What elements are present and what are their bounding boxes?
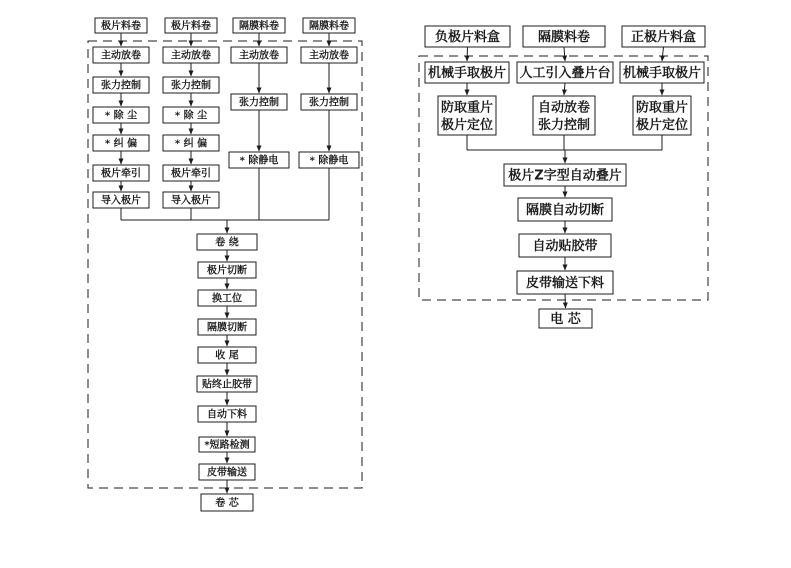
flow-node-label: 自动下料 <box>207 409 247 421</box>
flow-node-label: 隔膜自动切断 <box>525 203 605 219</box>
flow-node-label: 主动放卷 <box>239 50 279 62</box>
flow-node-label: * 除 尘 <box>174 110 208 122</box>
flow-node-label: 换工位 <box>212 293 242 305</box>
flow-node-label: 张力控制 <box>309 97 349 109</box>
flow-node-L_q2 <box>163 165 219 181</box>
flow-node-L_e3 <box>229 152 289 168</box>
flow-node-L_a2 <box>163 47 219 63</box>
flow-node-label: 极片料卷 <box>101 21 141 32</box>
flow-node-label: 隔膜料卷 <box>239 21 279 32</box>
flow-node-label: 极片切断 <box>207 265 247 277</box>
flow-node-L_r2 <box>165 18 217 33</box>
flow-edge-R_pos-R_rob2 <box>662 47 664 61</box>
flow-node-L_t4 <box>301 94 357 110</box>
flow-node-label: *短路检测 <box>204 440 250 451</box>
flow-node-label: 人工引入叠片台 <box>519 66 611 82</box>
flow-node-label: * 除静电 <box>239 155 279 167</box>
flow-node-label: * 纠 偏 <box>174 138 208 150</box>
flow-node-L_t2 <box>163 77 219 93</box>
flow-node-label: 主动放卷 <box>171 50 211 62</box>
flow-node-L_j2 <box>163 135 219 151</box>
flow-node-R_sep <box>523 26 605 47</box>
flow-node-label: 机械手取极片 <box>622 66 702 82</box>
flow-node-label: 自动贴胶带 <box>532 239 598 255</box>
flow-node-label: 导入极片 <box>171 195 211 207</box>
flow-node-R_cell <box>539 309 592 328</box>
flow-node-label: 主动放卷 <box>309 50 349 62</box>
flow-node-R_pos <box>622 26 705 47</box>
flow-edge-R_man-R_unwind <box>564 83 565 95</box>
flow-node-label: 收 尾 <box>215 350 239 362</box>
flow-node-R_stack <box>504 164 626 186</box>
flow-node-R_pos1 <box>438 96 496 135</box>
flow-node-label: 防取重片极片定位 <box>440 100 494 133</box>
flow-node-label: 极片Z字型自动叠片 <box>508 168 622 184</box>
flow-node-L_sepcut <box>198 319 256 335</box>
flow-node-L_cut <box>198 262 256 278</box>
flow-node-L_e4 <box>299 152 359 168</box>
flow-node-label: 机械手取极片 <box>427 66 507 82</box>
flow-node-R_pos2 <box>633 96 691 135</box>
flow-node-label: 自动放卷张力控制 <box>537 100 591 133</box>
flow-node-label: 极片牵引 <box>101 168 141 180</box>
flow-node-label: 皮带输送下料 <box>525 276 605 292</box>
flow-node-L_t3 <box>231 94 287 110</box>
flow-node-label: 导入极片 <box>101 195 141 207</box>
flow-node-L_q1 <box>93 165 149 181</box>
flow-edge-R_belt-R_cell <box>565 294 566 308</box>
flow-node-label: 极片料卷 <box>171 21 211 32</box>
flow-node-R_sepcut <box>518 198 612 221</box>
flow-node-L_chg <box>198 290 256 306</box>
winding-process-flowchart <box>88 18 362 511</box>
flow-node-L_wind <box>197 234 257 250</box>
flow-node-L_r4 <box>303 18 355 33</box>
flow-node-label: 贴终止胶带 <box>202 379 252 391</box>
flow-node-label: * 除 尘 <box>104 110 138 122</box>
flow-node-L_j1 <box>93 135 149 151</box>
flow-node-L_d1 <box>93 107 149 123</box>
stacking-process-flowchart <box>419 26 708 328</box>
flow-node-label: 张力控制 <box>239 97 279 109</box>
flow-node-label: 张力控制 <box>101 80 141 92</box>
flow-node-L_unload <box>198 406 256 422</box>
flow-node-label: 电 芯 <box>550 312 581 328</box>
flow-node-R_unwind <box>533 96 595 135</box>
flow-node-L_i1 <box>93 192 149 208</box>
flow-node-label: 皮带输送 <box>207 467 247 479</box>
flow-node-R_neg <box>425 26 510 47</box>
flow-node-L_i2 <box>163 192 219 208</box>
flow-node-R_rob2 <box>620 62 704 83</box>
flow-node-label: 隔膜料卷 <box>537 30 591 46</box>
flow-node-label: 卷 绕 <box>215 237 239 249</box>
flow-node-R_man <box>517 62 613 83</box>
flow-node-L_short <box>199 437 255 452</box>
flow-node-label: 正极片料盒 <box>630 30 697 46</box>
flow-node-L_a4 <box>301 47 357 63</box>
flow-node-R_rob1 <box>425 62 509 83</box>
flow-node-L_tape <box>197 376 257 392</box>
flow-node-L_belt <box>199 464 255 480</box>
flow-node-L_t1 <box>93 77 149 93</box>
flow-node-label: 隔膜切断 <box>207 322 247 334</box>
flow-node-L_core <box>201 494 253 511</box>
flow-node-label: 卷 芯 <box>215 498 239 509</box>
flow-node-label: 隔膜料卷 <box>309 21 349 32</box>
flow-node-L_r1 <box>95 18 147 33</box>
flow-edge-R_sep-R_man <box>564 47 565 61</box>
flow-node-L_a1 <box>93 47 149 63</box>
flow-node-label: 张力控制 <box>171 80 211 92</box>
flow-node-label: 主动放卷 <box>101 50 141 62</box>
flow-node-label: 防取重片极片定位 <box>635 100 689 133</box>
flow-node-label: * 纠 偏 <box>104 138 138 150</box>
flow-node-label: 极片牵引 <box>171 168 211 180</box>
flow-node-L_d2 <box>163 107 219 123</box>
flow-node-L_a3 <box>231 47 287 63</box>
flow-edge-R_neg-R_rob1 <box>467 47 468 61</box>
flow-node-label: 负极片料盒 <box>434 30 501 46</box>
flow-node-R_belt <box>517 271 613 294</box>
flow-node-R_tape <box>519 234 611 257</box>
flow-node-L_end <box>198 347 256 363</box>
flow-node-label: * 除静电 <box>309 155 349 167</box>
flow-node-L_r3 <box>233 18 285 33</box>
